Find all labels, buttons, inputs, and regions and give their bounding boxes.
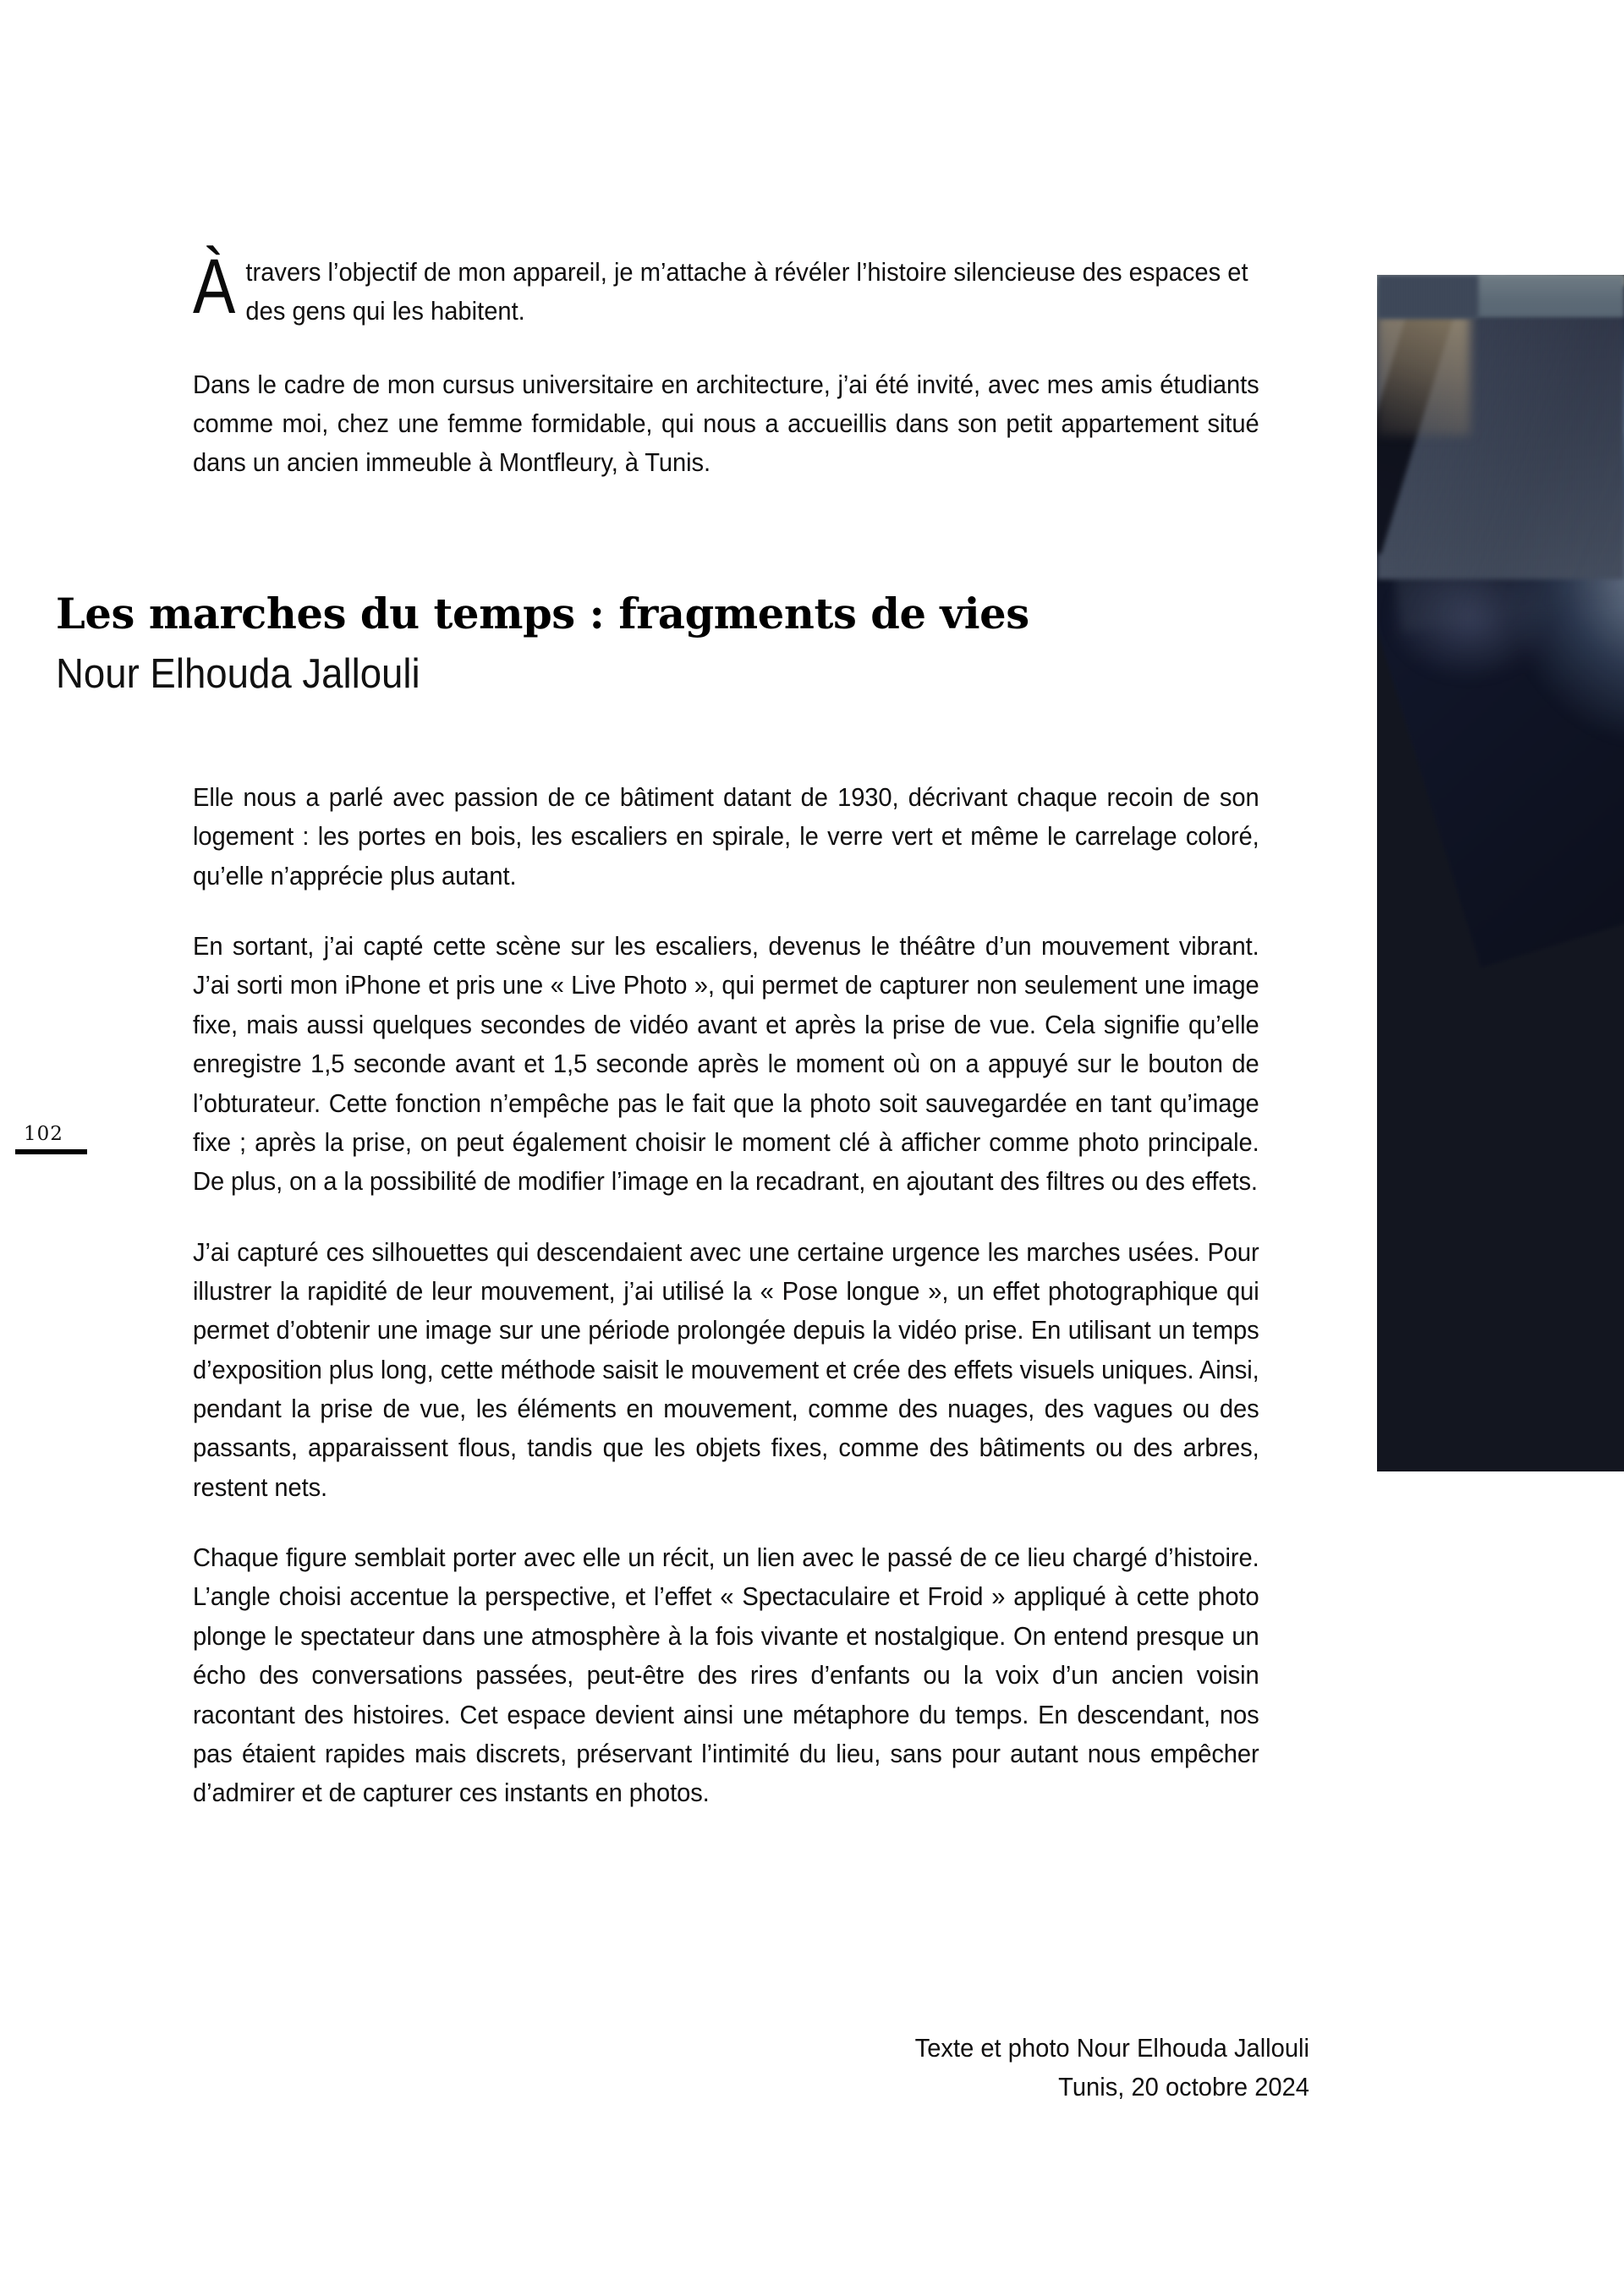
credit-block xyxy=(243,2030,1309,2107)
headline-block xyxy=(56,589,1375,700)
lead-paragraph: travers l’objectif de mon appareil, je m’attache à révéler l’histoire silencieuse des espaces et des gens qui les habitent. xyxy=(245,258,1248,326)
credit-line-place-date: Tunis, 20 octobre 2024 xyxy=(1058,2072,1309,2101)
lead-paragraph-block xyxy=(193,244,1309,332)
article-headline: Les marches du temps : fragments de vies xyxy=(56,589,1029,638)
article-byline: Nour Elhouda Jallouli xyxy=(56,650,420,697)
paragraph-5: J’ai capturé ces silhouettes qui descendaient avec une certaine urgence les marches usées. Pour illustrer la rapidité de leur mouvement, j’ai utilisé la « Pose longue », un effet photographique qui permet d’obtenir une image sur une période prolongée depuis la vidéo prise. En utilisant un temps d’exposition plus long, cette méthode saisit le mouvement et crée des effets visuels uniques. Ainsi, pendant la prise de vue, les éléments en mouvement, comme des nuages, des vagues ou des passants, apparaissent flous, tandis que les objets fixes, comme des bâtiments ou des arbres, restent nets. xyxy=(193,1237,1259,1502)
page-number-marker xyxy=(15,1125,91,1154)
paragraph-3: Elle nous a parlé avec passion de ce bâtiment datant de 1930, décrivant chaque recoin de son logement : les portes en bois, les escaliers en spirale, le verre vert et même le carrelage coloré, qu’elle n’apprécie plus autant. xyxy=(193,783,1259,890)
photo-grain-overlay xyxy=(1377,275,1624,1471)
page-number-rule xyxy=(15,1149,87,1154)
article-intro-column xyxy=(193,244,1309,514)
paragraph-6: Chaque figure semblait porter avec elle un récit, un lien avec le passé de ce lieu chargé d’histoire. L’angle choisi accentue la perspective, et l’effet « Spectaculaire et Froid » appliqué à cette photo plonge le spectateur dans une atmosphère à la fois vivante et nostalgique. On entend presque un écho des conversations passées, peut-être des rires d’enfants ou la voix d’un ancien voisin racontant des histoires. Cet espace devient ainsi une métaphore du temps. En descendant, nos pas étaient rapides mais discrets, préservant l’intimité du lieu, sans pour autant nous empêcher d’admirer et de capturer ces instants en photos. xyxy=(193,1543,1259,1808)
paragraph-2: Dans le cadre de mon cursus universitaire en architecture, j’ai été invité, avec mes amis étudiants comme moi, chez une femme formidable, qui nous a accueillis dans son petit appartement situé dans un ancien immeuble à Montfleury, à Tunis. xyxy=(193,370,1259,478)
paragraph-4: En sortant, j’ai capté cette scène sur les escaliers, devenus le théâtre d’un mouvement vibrant. J’ai sorti mon iPhone et pris une « Live Photo », qui permet de capturer non seulement une image fixe, mais aussi quelques secondes de vidéo avant et après la prise de vue. Cela signifie qu’elle enregistre 1,5 seconde avant et 1,5 seconde après le moment où on a appuyé sur le bouton de l’obturateur. Cette fonction n’empêche pas le fait que la photo soit sauvegardée en tant qu’image fixe ; après la prise, on peut également choisir le moment clé à afficher comme photo principale. De plus, on a la possibilité de modifier l’image en la recadrant, en ajoutant des filtres ou des effets. xyxy=(193,932,1259,1197)
article-photograph xyxy=(1377,275,1624,1471)
article-body-column xyxy=(193,778,1309,1844)
page-number: 102 xyxy=(24,1123,63,1145)
credit-line-author: Texte et photo Nour Elhouda Jallouli xyxy=(914,2034,1309,2063)
drop-cap: À xyxy=(193,244,236,330)
